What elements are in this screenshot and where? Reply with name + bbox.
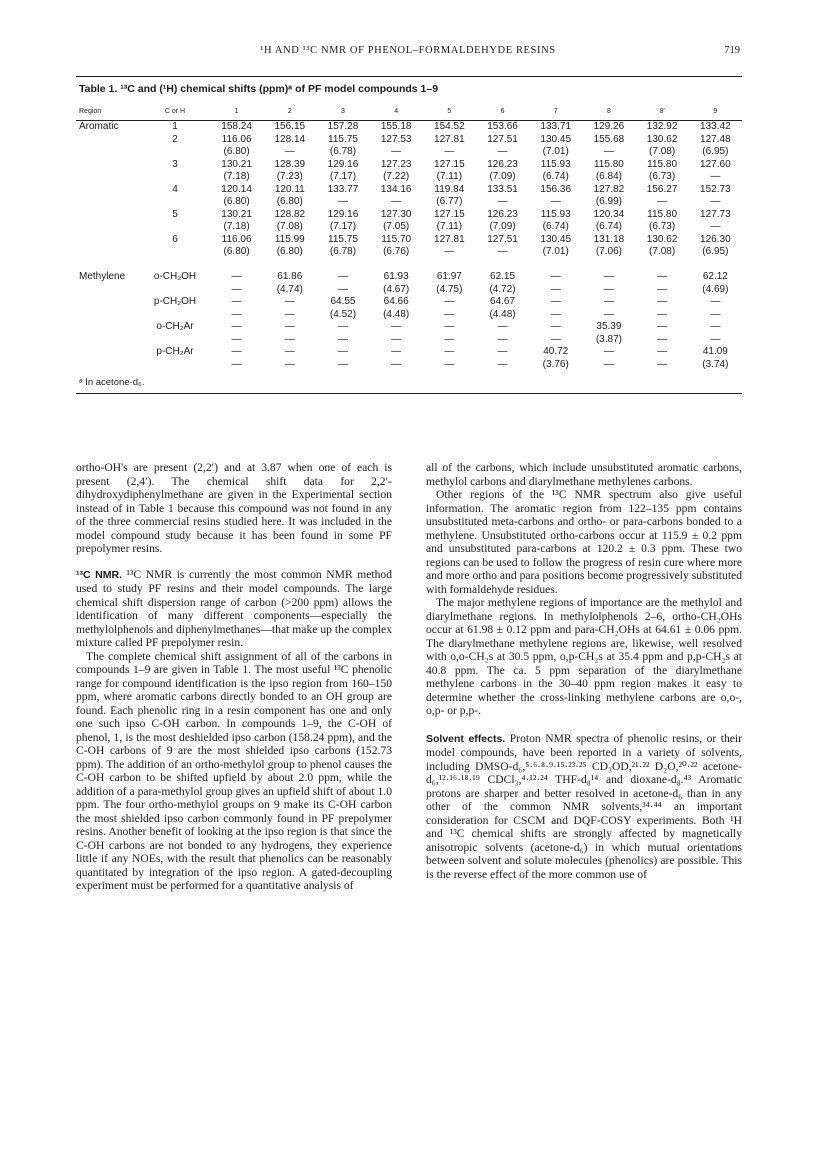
value-cell: (4.72) [489,283,516,295]
value-cell: — [710,196,721,207]
table-row [76,159,742,172]
chemical-shift-table [76,103,742,371]
value-cell: — [444,296,455,307]
value-cell: 120.11 [274,183,305,195]
value-cell: — [444,358,455,370]
value-cell: (6.80) [223,246,250,257]
table-row [76,184,742,197]
region-cell [76,196,140,209]
value-cell: — [284,296,295,307]
value-cell: — [284,308,295,320]
value-cell: (6.74) [542,221,569,232]
section-paragraph [76,568,392,650]
value-cell: 156.36 [540,183,572,195]
value-cell: 131.18 [593,233,625,245]
value-cell: 128.39 [274,158,306,170]
region-cell [76,209,140,222]
value-cell: 64.67 [490,296,516,307]
value-cell: 153.66 [487,121,518,132]
value-cell: (4.74) [276,283,303,295]
value-cell: (7.08) [276,221,303,232]
value-cell: 133.51 [487,183,518,195]
left-column [76,461,392,893]
value-cell: — [657,296,668,307]
value-cell: 157.28 [327,121,359,132]
atom-cell: o-CH₂Ar [156,321,194,332]
column-header: 2 [263,103,316,121]
value-cell: — [444,333,455,345]
value-cell: — [550,308,561,320]
value-cell: — [231,346,242,357]
atom-cell [140,284,210,297]
column-header: 6 [476,103,529,121]
value-cell: 127.15 [434,208,465,220]
value-cell: (7.11) [436,221,463,232]
atom-cell [140,334,210,347]
value-cell [423,259,476,272]
value-cell: 127.82 [593,183,625,195]
value-cell: — [710,171,721,182]
region-cell [76,309,140,322]
value-cell: (6.84) [595,171,622,182]
value-cell: — [337,271,348,282]
value-cell: 156.15 [274,121,306,132]
value-cell: 127.51 [487,233,518,245]
paragraph: ortho-OH's are present (2,2′) and at 3.87 when one of each is present (2,4′). The chemical shift data for 2,2′-dihydroxydiphenylmethane are given in the Experimental section instead of in Table 1 because this compound was not found in any of the three commercial resins studied here. It was included in the model compound study because it has been found in some PF prepolymer resins. [76,461,392,555]
value-cell: (7.01) [542,146,569,157]
value-cell: — [550,296,561,307]
table-row [76,146,742,159]
section-heading-solvent-effects: Solvent effects. [426,732,506,745]
atom-cell [140,221,210,234]
value-cell: — [444,308,455,320]
value-cell: — [391,321,402,332]
value-cell: 40.72 [543,346,569,357]
value-cell: — [284,321,295,332]
atom-cell: 4 [172,183,178,195]
value-cell: 119.84 [434,183,465,195]
value-cell: 61.93 [383,271,409,282]
value-cell: — [550,196,561,207]
atom-cell: 2 [172,133,178,145]
table-row [76,171,742,184]
column-header: 1 [210,103,263,121]
table-row [76,309,742,322]
value-cell: (6.74) [542,171,569,182]
value-cell: — [391,196,402,207]
value-cell [370,259,423,272]
value-cell: — [657,333,668,345]
region-cell [76,146,140,159]
value-cell: 127.23 [380,158,412,170]
value-cell: — [497,333,508,345]
value-cell: (6.77) [436,196,463,207]
value-cell: — [657,358,668,370]
region-cell [76,359,140,372]
table-row [76,359,742,372]
value-cell: — [497,321,508,332]
value-cell: 115.99 [274,233,305,245]
value-cell: — [231,283,242,295]
table-row [76,121,742,134]
table-row [76,196,742,209]
table-row [76,296,742,309]
value-cell: (6.73) [649,221,676,232]
value-cell: 128.14 [274,133,306,145]
value-cell: 152.73 [700,183,731,195]
atom-cell [140,171,210,184]
value-cell: — [603,296,614,307]
value-cell [689,259,742,272]
paragraph: all of the carbons, which include unsubstituted aromatic carbons, methylol carbons and diarylmethane methylenes carbons. [426,461,742,488]
table-row [76,284,742,297]
table-bottom-rule [76,393,742,394]
column-header: 7 [529,103,582,121]
value-cell: — [231,296,242,307]
value-cell: — [231,358,242,370]
section-heading-13c-nmr: ¹³C NMR. [76,568,122,581]
value-cell: — [497,346,508,357]
value-cell: 115.75 [328,133,358,145]
value-cell: 127.53 [380,133,412,145]
column-header: 8′ [636,103,689,121]
table-row [76,346,742,359]
paragraph-text: Proton NMR spectra of phenolic resins, or their model compounds, have been reported in a variety of solvents, including DMSO-d₆,⁵·⁶·⁸·⁹·¹⁵·²³·²⁵ CD₃OD,²¹·²² D₂O,²⁰·²² acetone-d₆,¹²·¹⁶·¹⁸·¹⁹ CDCl₃,⁴·¹²·²⁴ THF-d₈¹⁴ and dioxane-d₈.⁴³ Aromatic protons are sharper and better resolved in acetone-d₆ than in any other of the common NMR solvents,³⁴·⁴⁴ an important consideration for CSCM and DQF-COSY experiments. Both ¹H and ¹³C chemical shifts are strongly affected by magnetically anisotropic solvents (acetone-d₆) in which mutual orientations between solvent and solute molecules (phenolics) are possible. This is the reverse effect of the more common use of [426,731,742,881]
region-cell [76,346,140,359]
value-cell: — [550,283,561,295]
value-cell: (4.69) [702,283,729,295]
value-cell [316,259,369,272]
paragraph: The major methylene regions of importance are the methylol and diarylmethane regions. In methylolphenols 2–6, ortho-CH₂OHs occur at 61.98 ± 0.12 ppm and para-CH₂OHs at 64.61 ± 0.06 ppm. The diarylmethane methylene regions are, likewise, well resolved with o,o-CH₂s at 30.5 ppm, o,p-CH₂s at 35.4 ppm and p,p-CH₂s at 40.8 ppm. The ca. 5 ppm separation of the diarylmethane methylene carbons in the 30–40 ppm region makes it easy to determine whether the cross-linking methylene carbons are o,o-, o,p- or p,p-. [426,596,742,717]
region-cell [76,171,140,184]
column-header: 3 [316,103,369,121]
table-row [76,234,742,247]
value-cell: 126.30 [700,233,731,245]
value-cell: 120.34 [593,208,625,220]
value-cell: — [497,358,508,370]
atom-cell: 5 [172,208,178,220]
region-cell [76,246,140,259]
table-footnote: ᵃ In acetone-d₆. [79,377,145,388]
value-cell: — [603,271,614,282]
column-header: 4 [370,103,423,121]
value-cell: 62.15 [490,271,516,282]
value-cell: — [657,321,668,332]
value-cell: (7.18) [223,221,250,232]
atom-cell [140,309,210,322]
value-cell: 133.71 [540,121,572,132]
value-cell: 115.93 [540,208,571,220]
right-column [426,461,742,881]
value-cell: — [337,333,348,345]
value-cell: — [231,271,242,282]
value-cell [636,259,689,272]
value-cell: — [444,246,455,257]
value-cell [263,259,316,272]
value-cell: 154.52 [434,121,465,132]
region-cell [76,134,140,147]
atom-cell [140,146,210,159]
value-cell: 129.16 [327,158,359,170]
region-cell: Aromatic [79,121,119,132]
paragraph: The complete chemical shift assignment of all of the carbons in compounds 1–9 are given in Table 1. The most useful ¹³C phenolic range for compound identification is the ipso region from 160–150 ppm, where aromatic carbons directly bonded to an OH group are found. Each phenolic ring in a resin component has one and only one such ipso C-OH carbon. In compounds 1–9, the C-OH of phenol, 1, is the most deshielded ipso carbon (158.24 ppm), and the C-OH carbons of 9 are the most shielded ipso carbons (152.73 ppm). The addition of an ortho-methylol group to phenol causes the C-OH carbon to be shifted upfield by about 2.0 ppm, while the addition of a para-methylol group gives an upfield shift of about 1.0 ppm. The four ortho-methylol groups on 9 make its C-OH carbon the most shielded ipso carbon commonly found in PF prepolymer resins. Another benefit of looking at the ipso region is that since the C-OH carbons are not bonded to any hydrogens, they experience little if any NOEs, with the result that phenolics can be reasonably quantitated by integration of the ipso region. A gated-decoupling experiment must be performed for a quantitative analysis of [76,649,392,892]
column-header: 8 [582,103,635,121]
atom-cell: 3 [172,158,178,170]
running-header [76,45,740,61]
value-cell: — [337,283,348,295]
value-cell: (7.01) [542,246,569,257]
value-cell: — [391,146,402,157]
region-cell [76,321,140,334]
value-cell: (7.09) [489,221,516,232]
value-cell: — [603,358,614,370]
value-cell: — [603,346,614,357]
atom-cell [140,246,210,259]
value-cell: (7.22) [383,171,410,182]
atom-cell: p-CH₂Ar [156,346,194,357]
value-cell: (4.48) [383,308,410,320]
column-header: 5 [423,103,476,121]
value-cell: 116.06 [221,133,252,145]
value-cell: — [337,196,348,207]
value-cell: — [284,146,295,157]
value-cell: 115.93 [540,158,571,170]
value-cell: — [710,333,721,345]
value-cell: (7.17) [329,171,357,182]
value-cell: (7.08) [649,246,676,257]
value-cell: — [391,346,402,357]
column-header: 9 [689,103,742,121]
atom-cell [140,359,210,372]
table-caption: Table 1. ¹³C and (¹H) chemical shifts (ppm)ᵃ of PF model compounds 1–9 [79,83,439,95]
value-cell: — [657,283,668,295]
value-cell: (6.74) [595,221,622,232]
value-cell: — [391,333,402,345]
value-cell: — [337,346,348,357]
value-cell: 127.15 [434,158,465,170]
value-cell: (6.76) [383,246,410,257]
value-cell: (3.87) [595,333,622,345]
value-cell: 129.26 [593,121,625,132]
value-cell: (7.17) [329,221,357,232]
value-cell [476,259,529,272]
region-cell [76,159,140,172]
value-cell: 130.21 [221,208,252,220]
value-cell: 35.39 [596,321,622,332]
value-cell: 115.80 [647,158,678,170]
value-cell: — [497,246,508,257]
value-cell: 127.81 [434,233,465,245]
value-cell: — [497,146,508,157]
value-cell: (4.52) [329,308,357,320]
value-cell: (3.76) [542,358,569,370]
value-cell: 115.70 [381,233,412,245]
value-cell: 127.48 [700,133,731,145]
value-cell: (7.11) [436,171,463,182]
value-cell: — [550,271,561,282]
value-cell: 64.55 [330,296,356,307]
value-cell: 130.62 [646,133,678,145]
table-1 [76,76,742,394]
table-row [76,209,742,222]
value-cell: 130.45 [540,133,572,145]
value-cell [210,259,263,272]
value-cell: — [284,358,295,370]
value-cell: — [550,321,561,332]
value-cell: 64.66 [383,296,409,307]
value-cell: 158.24 [221,121,252,132]
region-cell [76,184,140,197]
value-cell: — [231,308,242,320]
value-cell: (7.06) [595,246,622,257]
region-cell: Methylene [79,271,126,282]
value-cell: 61.86 [277,271,303,282]
value-cell: 155.68 [593,133,625,145]
section-paragraph [426,732,742,882]
value-cell: (7.18) [223,171,250,182]
value-cell: — [337,321,348,332]
atom-cell: o-CH₂OH [153,271,197,282]
value-cell: — [603,308,614,320]
value-cell: 127.60 [700,158,731,170]
value-cell: — [337,358,348,370]
value-cell: — [391,358,402,370]
value-cell: (7.05) [383,221,410,232]
value-cell: (6.99) [595,196,622,207]
value-cell: 120.14 [221,183,252,195]
value-cell: 115.80 [647,208,678,220]
value-cell: 115.75 [328,233,358,245]
value-cell: — [444,146,455,157]
region-cell [76,296,140,309]
value-cell: — [657,196,668,207]
value-cell: — [603,283,614,295]
atom-cell [140,196,210,209]
region-cell [76,234,140,247]
value-cell: (7.09) [489,171,516,182]
atom-cell: p-CH₂OH [153,296,197,307]
value-cell: (6.78) [329,146,357,157]
table-row [76,246,742,259]
value-cell: (6.80) [276,196,303,207]
value-cell: — [444,321,455,332]
atom-cell [140,259,210,272]
value-cell: (4.67) [383,283,410,295]
table-row [76,259,742,272]
value-cell: 61.97 [436,271,462,282]
table-row [76,134,742,147]
value-cell: 116.06 [221,233,252,245]
value-cell: 128.82 [274,208,306,220]
region-cell [76,259,140,272]
value-cell: 130.21 [221,158,252,170]
region-cell [76,221,140,234]
table-row [76,321,742,334]
value-cell: (4.48) [489,308,516,320]
value-cell: (4.75) [436,283,463,295]
table-row [76,271,742,284]
value-cell: 130.45 [540,233,572,245]
region-cell [76,284,140,297]
value-cell: — [657,346,668,357]
value-cell: (3.74) [702,358,729,370]
value-cell: (7.08) [649,146,676,157]
table-row [76,221,742,234]
value-cell: 115.80 [593,158,624,170]
value-cell: — [231,333,242,345]
value-cell: 41.09 [702,346,728,357]
value-cell: — [710,308,721,320]
value-cell: — [657,271,668,282]
atom-cell: 1 [172,121,178,132]
value-cell: — [231,321,242,332]
paragraph: Other regions of the ¹³C NMR spectrum also give useful information. The aromatic region from 122–135 ppm contains unsubstituted meta-carbons and ortho- or para-carbons bonded to a methylene. Unsubstituted ortho-carbons occur at 115.9 ± 0.2 ppm and unsubstituted para-carbons at 120.2 ± 0.3 ppm. These two regions can be used to follow the progress of resin cure where more and more ortho and para positions become progressively substituted with formaldehyde residues. [426,488,742,596]
value-cell: — [284,346,295,357]
value-cell: 130.62 [646,233,678,245]
table-header-row [76,103,742,121]
table-body [76,121,742,372]
value-cell: — [710,296,721,307]
paragraph-text: ¹³C NMR is currently the most common NMR method used to study PF resins and their model compounds. The large chemical shift dispersion range of carbon (>200 ppm) allows the identification of many different components—especially the methylolphenols and diphenylmethanes—that make up the complex mixture called PF prepolymer resin. [76,567,392,649]
value-cell: 134.16 [380,183,412,195]
value-cell: (6.95) [702,146,729,157]
value-cell: — [710,221,721,232]
value-cell: 127.30 [380,208,412,220]
column-header: Region [76,103,140,121]
value-cell: 133.42 [700,121,731,132]
value-cell: (7.23) [276,171,303,182]
value-cell [529,259,582,272]
value-cell: 133.77 [327,183,359,195]
value-cell: 129.16 [327,208,359,220]
value-cell: 127.51 [487,133,518,145]
value-cell: 126.23 [487,158,518,170]
value-cell: (6.80) [223,196,250,207]
value-cell: (6.80) [223,146,250,157]
value-cell: — [497,196,508,207]
value-cell: — [284,333,295,345]
value-cell: — [603,146,614,157]
running-title: ¹H AND ¹³C NMR OF PHENOL–FORMALDEHYDE RESINS [260,45,556,56]
column-header: C or H [140,103,210,121]
value-cell: — [550,333,561,345]
table-row [76,334,742,347]
atom-cell: 6 [172,233,178,245]
value-cell [582,259,635,272]
value-cell: — [710,321,721,332]
value-cell: (6.95) [702,246,729,257]
value-cell: 127.81 [434,133,465,145]
value-cell: (6.73) [649,171,676,182]
value-cell: 132.92 [646,121,678,132]
page-number: 719 [724,45,740,56]
value-cell: (6.78) [329,246,357,257]
value-cell: 156.27 [646,183,678,195]
value-cell: — [657,308,668,320]
value-cell: 127.73 [700,208,731,220]
value-cell: 62.12 [702,271,728,282]
value-cell: (6.80) [276,246,303,257]
value-cell: 126.23 [487,208,518,220]
value-cell: 155.18 [380,121,412,132]
region-cell [76,334,140,347]
value-cell: — [444,346,455,357]
